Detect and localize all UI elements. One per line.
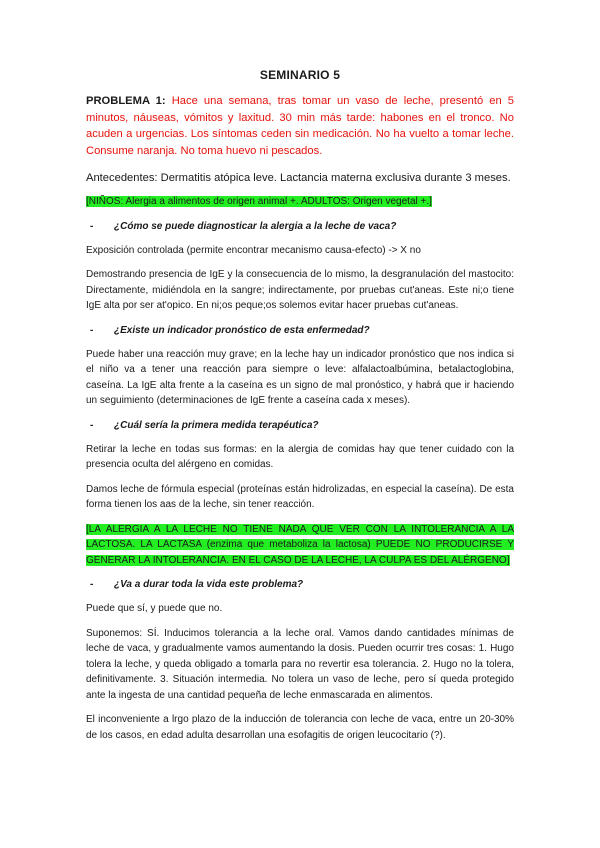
question-2: - ¿Existe un indicador pronóstico de esta enfermedad? — [90, 324, 370, 336]
document-page — [86, 68, 514, 752]
question-4: - ¿Va a durar toda la vida este problema? — [90, 579, 304, 590]
antecedentes: Antecedentes: Dermatitis atópica leve. Lactancia materna exclusiva durante 3 meses. — [86, 172, 511, 184]
paragraph-5: Damos leche de fórmula especial (proteínas están hidrolizadas, en especial la caseína). De esta forma tienen los aas de la leche, sin tener reacción. — [86, 483, 514, 510]
paragraph-3: Puede haber una reacción muy grave; en la leche hay un indicador pronóstico que nos indica si el niño va a tener una reacción para siempre o leve: alfalactoalbúmina, betalactoglobina, caseína. La IgE alta frente a la caseína es un signo de mal pronóstico, y habrá que ir haciendo un seguimiento (determinaciones de IgE frente a caseína cada x meses). — [86, 348, 514, 406]
question-1: - ¿Cómo se puede diagnosticar la alergia a la leche de vaca? — [90, 220, 397, 232]
paragraph-7: Suponemos: SÍ. Inducimos tolerancia a la leche oral. Vamos dando cantidades mínimas de leche de vaca, y gradualmente vamos aumentando la dosis. Pueden ocurrir tres cosas: 1. Hugo tolera la leche, y queda obligado a tomarla para no revertir esa tolerancia. 2. Hugo no la tolera, definitivamente. 3. Situación intermedia. No tolera un vaso de leche, pero sí queda protegido ante la ingesta de una cantidad pequeña de leche enmascarada en alimentos. — [86, 627, 514, 701]
paragraph-4: Retirar la leche en todas sus formas: en la alergia de comidas hay que tener cuidado con la presencia oculta del alérgeno en comidas. — [86, 443, 514, 470]
highlight-note-1 — [86, 194, 514, 210]
page-title: SEMINARIO 5 — [259, 68, 341, 82]
paragraph-8: El inconveniente a lrgo plazo de la inducción de tolerancia con leche de vaca, entre un 20-30% de los casos, en edad adulta desarrollan una esofagitis de origen leucocitario (?). — [86, 714, 514, 741]
highlight-text-2: [LA ALERGIA A LA LECHE NO TIENE NADA QUE VER CON LA INTOLERANCIA A LA LACTOSA. LA LACTASA (enzima que metaboliza la lactosa) PUEDE NO PRODUCIRSE Y GENERAR LA INTOLERANCIA. EN EL CASO DE LA LECHE, LA CULPA ES DEL ALÉRGENO] — [86, 523, 514, 566]
question-3-text: ¿Cuál sería la primera medida terapéutica? — [114, 419, 319, 431]
question-4-text: ¿Va a durar toda la vida este problema? — [114, 579, 304, 590]
paragraph-2: Demostrando presencia de IgE y la consecuencia de lo mismo, la desgranulación del mastocito: Directamente, midiéndola en la sangre; indirectamente, por pruebas cut'aneas. Este ni;o tiene IgE alta por ser at'opico. En ni;os peque;os solemos evitar hacer pruebas cut'aneas. — [86, 269, 514, 311]
highlight-note-2 — [86, 522, 514, 569]
question-1-text: ¿Cómo se puede diagnosticar la alergia a la leche de vaca? — [114, 220, 397, 232]
problem-label: PROBLEMA 1: — [86, 95, 166, 107]
problem-statement — [86, 93, 514, 159]
problem-text: Hace una semana, tras tomar un vaso de leche, presentó en 5 minutos, náuseas, vómitos y laxitud. 30 min más tarde: habones en el tronco. No acuden a urgencias. Los síntomas ceden sin medicación. No ha vuelto a tomar leche. Consume naranja. No toma huevo ni pescados. — [86, 95, 514, 157]
paragraph-6: Puede que sí, y puede que no. — [86, 603, 223, 614]
question-2-text: ¿Existe un indicador pronóstico de esta enfermedad? — [114, 324, 370, 336]
question-3: - ¿Cuál sería la primera medida terapéutica? — [90, 419, 319, 431]
paragraph-1: Exposición controlada (permite encontrar mecanismo causa-efecto) -> X no — [86, 244, 421, 256]
highlight-text-1: [NIÑOS: Alergia a alimentos de origen animal +. ADULTOS: Origen vegetal +.] — [86, 196, 432, 207]
